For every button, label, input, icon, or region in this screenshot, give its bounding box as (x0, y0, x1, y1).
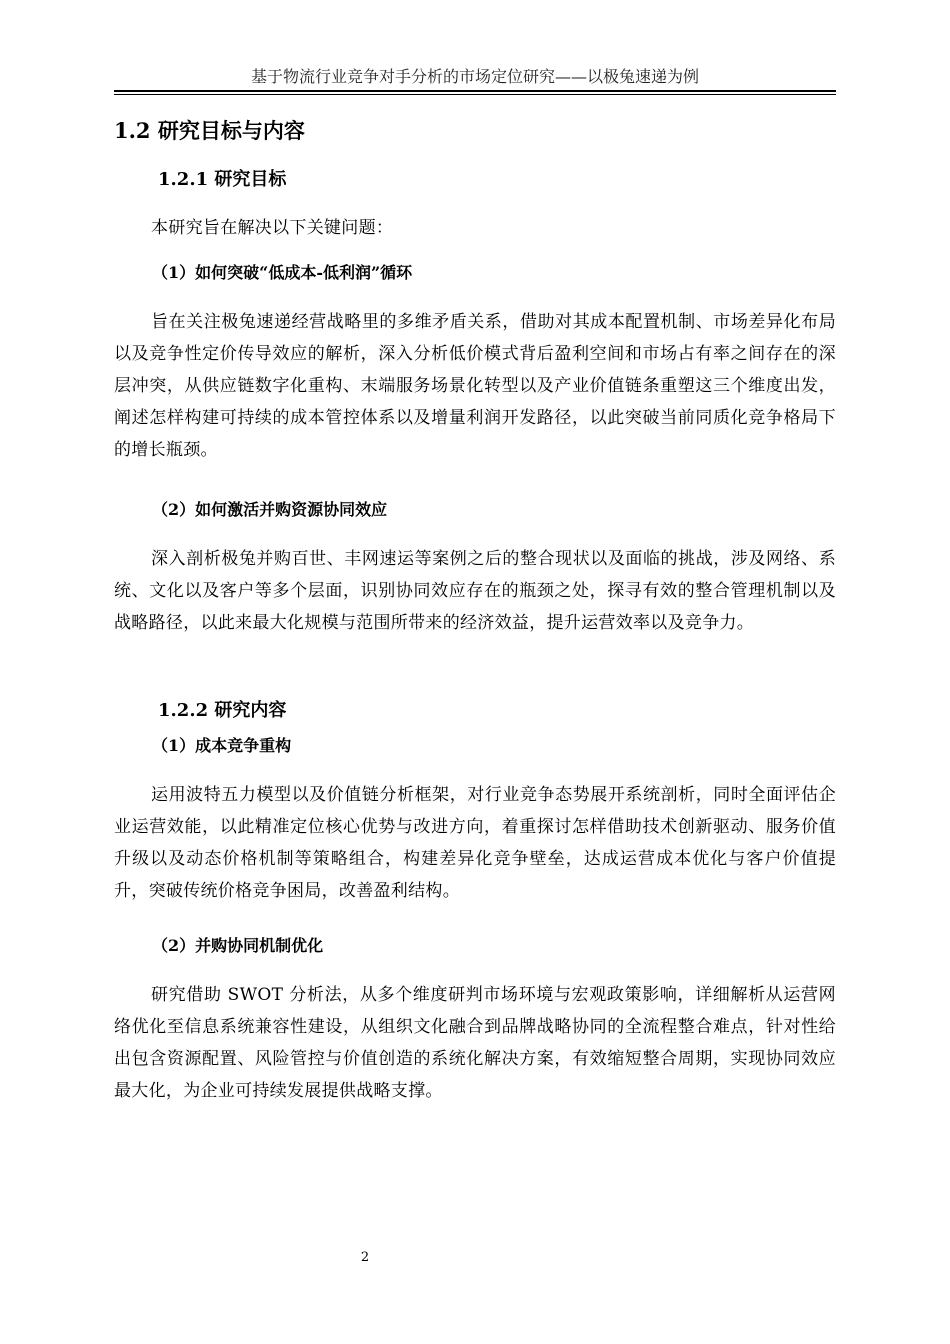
content-2-paragraph: 研究借助 SWOT 分析法，从多个维度研判市场环境与宏观政策影响，详细解析从运营网络优化至信息系统兼容性建设，从组织文化融合到品牌战略协同的全流程整合难点，针对性给出包含资源配置、风险管控与价值创造的系统化解决方案，有效缩短整合周期，实现协同效应最大化，为企业可持续发展提供战略支撑。 (114, 985, 836, 1101)
goals-intro-paragraph: 本研究旨在解决以下关键问题： (151, 218, 394, 238)
goal-1-heading: （1）如何突破“低成本-低利润”循环 (152, 263, 413, 282)
subsection-heading-content: 1.2.2 研究内容 (158, 700, 287, 721)
content-1-paragraph: 运用波特五力模型以及价值链分析框架，对行业竞争态势展开系统剖析，同时全面评估企业运营效能，以此精准定位核心优势与改进方向，着重探讨怎样借助技术创新驱动、服务价值升级以及动态价格机制等策略组合，构建差异化竞争壁垒，达成运营成本优化与客户价值提升，突破传统价格竞争困局，改善盈利结构。 (114, 785, 836, 901)
section-heading: 1.2 研究目标与内容 (114, 118, 305, 143)
goal-2-heading: （2）如何激活并购资源协同效应 (152, 500, 388, 519)
content-2-heading: （2）并购协同机制优化 (152, 936, 324, 955)
header-rule-thick (114, 90, 836, 92)
content-1-heading: （1）成本竞争重构 (152, 736, 292, 755)
header-rule-thin (114, 94, 836, 95)
goal-2-paragraph: 深入剖析极兔并购百世、丰网速运等案例之后的整合现状以及面临的挑战，涉及网络、系统、文化以及客户等多个层面，识别协同效应存在的瓶颈之处，探寻有效的整合管理机制以及战略路径，以此来最大化规模与范围所带来的经济效益，提升运营效率以及竞争力。 (114, 549, 836, 633)
page-number: 2 (360, 1250, 370, 1265)
running-header-title: 基于物流行业竞争对手分析的市场定位研究——以极兔速递为例 (250, 67, 699, 86)
goal-1-paragraph: 旨在关注极兔速递经营战略里的多维矛盾关系，借助对其成本配置机制、市场差异化布局以及竞争性定价传导效应的解析，深入分析低价模式背后盈利空间和市场占有率之间存在的深层冲突，从供应链数字化重构、末端服务场景化转型以及产业价值链条重塑这三个维度出发，阐述怎样构建可持续的成本管控体系以及增量利润开发路径，以此突破当前同质化竞争格局下的增长瓶颈。 (114, 312, 836, 460)
subsection-heading-goals: 1.2.1 研究目标 (158, 169, 287, 190)
